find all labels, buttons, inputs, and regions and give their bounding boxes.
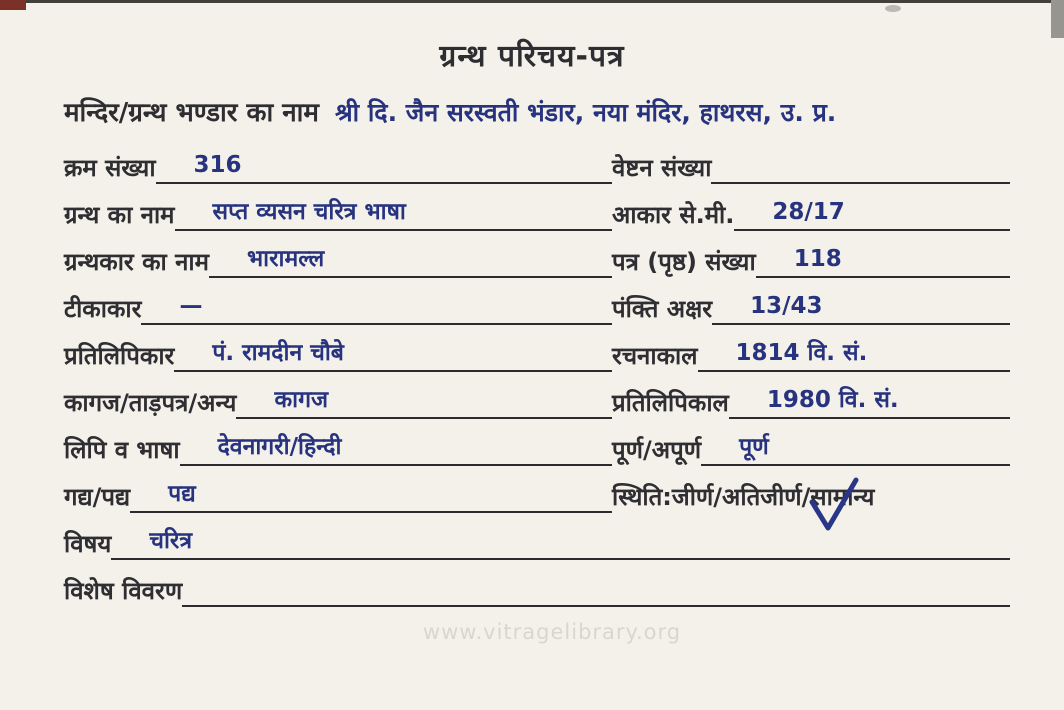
field-row-prose-verse	[64, 466, 1010, 513]
subject-label: विषय	[64, 530, 112, 559]
condition-label-prefix: स्थिति:जीर्ण/अतिजीर्ण/	[612, 483, 811, 512]
scan-corner-mark	[0, 0, 26, 10]
prose-verse-value: पद्य	[168, 480, 196, 507]
script-language-value: देवनागरी/हिन्दी	[217, 433, 342, 460]
author-value: भारामल्ल	[247, 245, 325, 272]
bundle-number-label: वेष्टन संख्या	[612, 154, 712, 183]
field-line	[175, 182, 612, 231]
field-row-subject	[64, 513, 1010, 560]
scan-smudge	[885, 5, 901, 12]
field-line	[130, 464, 612, 513]
script-language-label: लिपि व भाषा	[64, 436, 180, 465]
prose-verse-label: गद्य/पद्य	[64, 483, 131, 512]
special-details-label: विशेष विवरण	[64, 577, 183, 606]
subject-value: चरित्र	[149, 527, 193, 554]
commentator-value: —	[179, 292, 203, 319]
field-row-author	[64, 231, 1010, 278]
field-line	[209, 229, 612, 278]
scan-edge-artifact	[0, 0, 1064, 3]
scribe-label: प्रतिलिपिकार	[64, 342, 175, 371]
commentator-label: टीकाकार	[64, 295, 142, 324]
field-line	[141, 276, 612, 325]
page-count-value: 118	[793, 245, 842, 272]
field-row-serial	[64, 137, 1010, 184]
watermark: www.vitragelibrary.org	[422, 620, 682, 644]
field-row-book-name	[64, 184, 1010, 231]
field-line	[698, 323, 1010, 372]
composition-date-label: रचनाकाल	[612, 342, 698, 371]
field-line	[156, 135, 612, 184]
field-row-material	[64, 372, 1010, 419]
field-line	[711, 135, 1010, 184]
field-row-special-details	[64, 560, 1010, 607]
field-row-commentator	[64, 278, 1010, 325]
serial-number-label: क्रम संख्या	[64, 154, 156, 183]
complete-incomplete-value: पूर्ण	[739, 433, 769, 460]
serial-number-value: 316	[193, 151, 242, 178]
scribe-value: पं. रामदीन चौबे	[212, 339, 344, 366]
temple-name-row	[64, 93, 1010, 129]
copy-date-label: प्रतिलिपिकाल	[612, 389, 729, 418]
page-title: ग्रन्थ परिचय-पत्र	[439, 39, 625, 74]
size-cm-label: आकार से.मी.	[612, 201, 735, 230]
field-line	[729, 370, 1010, 419]
size-cm-value: 28/17	[772, 198, 845, 225]
book-name-value: सप्त व्यसन चरित्र भाषा	[212, 198, 406, 225]
lines-chars-value: 13/43	[750, 292, 823, 319]
lines-chars-label: पंक्ति अक्षर	[612, 295, 713, 324]
field-line	[174, 323, 612, 372]
field-line	[756, 229, 1010, 278]
complete-incomplete-label: पूर्ण/अपूर्ण	[612, 436, 702, 465]
copy-date-value: 1980 वि. सं.	[766, 386, 899, 413]
temple-name-value: श्री दि. जैन सरस्वती भंडार, नया मंदिर, हाथरस, उ. प्र.	[334, 98, 837, 127]
condition-label	[612, 484, 874, 513]
field-row-script-language	[64, 419, 1010, 466]
temple-name-label: मन्दिर/ग्रन्थ भण्डार का नाम	[64, 98, 319, 128]
condition-checked-option: सामान्य	[810, 484, 874, 512]
page-count-label: पत्र (पृष्ठ) संख्या	[612, 248, 756, 277]
form-fields	[64, 137, 1010, 607]
field-line	[712, 276, 1010, 325]
field-line	[701, 417, 1010, 466]
book-name-label: ग्रन्थ का नाम	[64, 201, 175, 230]
field-row-scribe	[64, 325, 1010, 372]
scan-edge-artifact-right	[1051, 0, 1064, 38]
field-line	[734, 182, 1010, 231]
field-line	[111, 511, 1010, 560]
composition-date-value: 1814 वि. सं.	[735, 339, 868, 366]
field-line	[236, 370, 612, 419]
field-line	[182, 558, 1010, 607]
field-line	[180, 417, 612, 466]
author-label: ग्रन्थकार का नाम	[64, 248, 209, 277]
material-value: कागज	[274, 386, 329, 413]
material-label: कागज/ताड़पत्र/अन्य	[64, 389, 237, 418]
